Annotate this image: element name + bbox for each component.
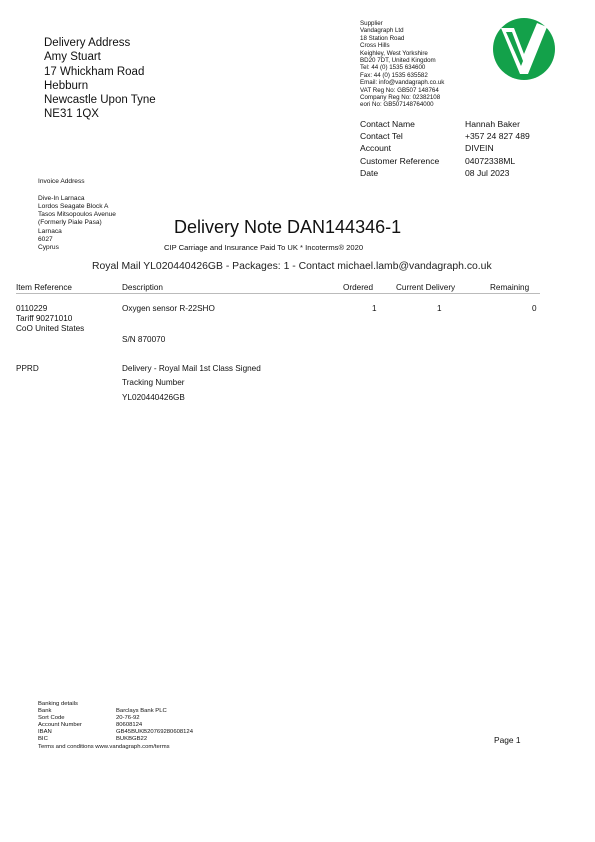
bank-label: Sort Code	[38, 715, 65, 722]
item-current-delivery: 1	[437, 304, 442, 313]
header-remaining: Remaining	[490, 283, 530, 292]
banking-heading: Banking details	[38, 701, 78, 707]
bank-value: GB45BUKB20769280608124	[116, 729, 193, 736]
delivery-address-heading: Delivery Address	[44, 37, 131, 49]
item-description: Oxygen sensor R-22SHO	[122, 304, 215, 313]
contact-row	[360, 142, 530, 154]
invoice-address-line: Dive-In Larnaca	[38, 194, 85, 202]
header-current-delivery: Current Delivery	[396, 283, 456, 292]
contact-value: 08 Jul 2023	[465, 167, 510, 178]
incoterms-line: CIP Carriage and Insurance Paid To UK * Incoterms® 2020	[164, 243, 364, 252]
contact-value: 04072338ML	[465, 155, 516, 166]
bank-label: Account Number	[38, 722, 82, 729]
contact-row	[360, 130, 530, 142]
item-reference: PPRD	[16, 364, 39, 373]
contact-label: Contact Name	[360, 119, 415, 129]
bank-row	[38, 715, 193, 722]
contact-label: Customer Reference	[360, 155, 440, 166]
supplier-line: Fax: 44 (0) 1535 635582	[360, 71, 428, 79]
contact-label: Account	[360, 143, 392, 154]
contact-row	[360, 118, 530, 130]
bank-row	[38, 722, 193, 729]
supplier-line: BD20 7DT, United Kingdom	[360, 57, 436, 65]
supplier-line: Tel: 44 (0) 1535 634600	[360, 64, 426, 72]
invoice-address-heading: Invoice Address	[38, 178, 85, 185]
banking-details	[38, 701, 193, 751]
header-ordered: Ordered	[343, 283, 374, 292]
tracking-number-label: Tracking Number	[122, 378, 185, 387]
delivery-address-line: Amy Stuart	[44, 51, 101, 64]
terms-and-conditions: Terms and conditions www.vandagraph.com/terms	[38, 743, 170, 750]
header-description: Description	[122, 283, 163, 292]
invoice-address-line: Cyprus	[38, 244, 59, 252]
header-item-reference: Item Reference	[16, 283, 72, 292]
bank-value: BUKBGB22	[116, 736, 148, 743]
item-description: Delivery - Royal Mail 1st Class Signed	[122, 364, 261, 373]
bank-label: IBAN	[38, 729, 52, 736]
supplier-details	[360, 20, 444, 109]
item-tariff: Tariff 90271010	[16, 314, 73, 323]
bank-label: Bank	[38, 708, 52, 715]
delivery-address	[44, 36, 156, 122]
contact-row	[360, 167, 530, 179]
bank-value: 20-76-92	[116, 715, 140, 722]
supplier-line: Email: info@vandagraph.co.uk	[360, 79, 445, 87]
supplier-line: Company Reg No: 02382108	[360, 94, 441, 102]
supplier-line: eori No: GB507148764000	[360, 101, 434, 109]
shipping-line: Royal Mail YL020440426GB - Packages: 1 - Contact michael.lamb@vandagraph.co.uk	[92, 261, 492, 272]
delivery-address-line: NE31 1QX	[44, 108, 99, 121]
bank-row	[38, 729, 193, 736]
bank-value: Barclays Bank PLC	[116, 708, 167, 715]
tracking-number-value: YL020440426GB	[122, 393, 185, 402]
item-serial-number: S/N 870070	[122, 335, 166, 344]
item-remaining: 0	[532, 304, 537, 313]
invoice-address-line: Larnaca	[38, 227, 62, 235]
table-header-divider	[16, 293, 540, 294]
supplier-line: Supplier	[360, 20, 383, 27]
item-country-of-origin: CoO United States	[16, 324, 85, 333]
bank-row	[38, 736, 193, 743]
contact-value: +357 24 827 489	[465, 131, 530, 142]
contact-label: Contact Tel	[360, 131, 403, 142]
bank-label: BIC	[38, 736, 48, 743]
contact-label: Date	[360, 167, 379, 178]
contact-row	[360, 155, 530, 167]
delivery-note-title: Delivery Note DAN144346-1	[174, 217, 402, 237]
vandagraph-logo	[492, 14, 556, 84]
supplier-line: Keighley, West Yorkshire	[360, 49, 428, 57]
invoice-address-spacer	[38, 186, 116, 194]
invoice-address-line: 6027	[38, 236, 53, 244]
bank-value: 80608124	[116, 722, 143, 729]
page-number: Page 1	[494, 735, 521, 745]
delivery-address-line: Newcastle Upon Tyne	[44, 94, 156, 107]
contact-table	[360, 118, 530, 179]
item-reference: 0110229	[16, 304, 48, 313]
invoice-address	[38, 178, 116, 253]
delivery-address-line: Hebburn	[44, 79, 89, 92]
invoice-address-line: Lordos Seagate Block A	[38, 202, 109, 210]
supplier-line: Vandagraph Ltd	[360, 27, 404, 35]
invoice-address-line: (Formerly Piale Pasa)	[38, 219, 102, 227]
contact-value: DIVEIN	[465, 143, 494, 154]
supplier-line: VAT Reg No: GB507 148764	[360, 86, 439, 94]
invoice-address-line: Tasos Mitsopoulos Avenue	[38, 211, 116, 219]
delivery-address-line: 17 Whickham Road	[44, 65, 145, 78]
supplier-line: 18 Station Road	[360, 34, 405, 42]
bank-row	[38, 708, 193, 715]
item-ordered: 1	[372, 304, 377, 313]
supplier-line: Cross Hills	[360, 42, 390, 50]
contact-value: Hannah Baker	[465, 119, 520, 129]
